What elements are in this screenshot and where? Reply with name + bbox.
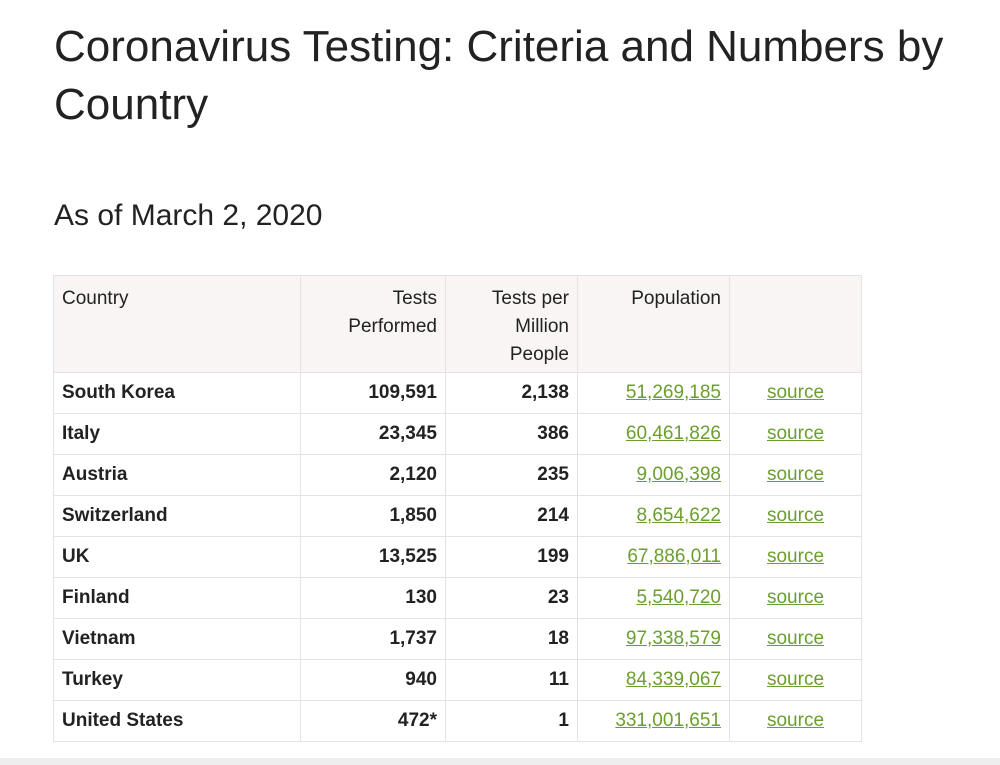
cell-source — [730, 414, 862, 455]
population-link[interactable]: 331,001,651 — [615, 710, 721, 731]
cell-tests: 109,591 — [301, 373, 446, 414]
cell-source — [730, 701, 862, 742]
population-link[interactable]: 51,269,185 — [625, 382, 721, 403]
cell-tests-per-million: 1 — [446, 701, 578, 742]
cell-tests-per-million: 2,138 — [446, 373, 578, 414]
cell-country: Austria — [54, 455, 301, 496]
testing-table — [53, 275, 862, 742]
cell-country: Vietnam — [54, 619, 301, 660]
cell-country: United States — [54, 701, 301, 742]
table-row — [54, 537, 862, 578]
cell-tests: 1,737 — [301, 619, 446, 660]
header-source — [730, 276, 862, 373]
table-row — [54, 660, 862, 701]
cell-country: Turkey — [54, 660, 301, 701]
source-link[interactable]: source — [766, 382, 825, 403]
population-link[interactable]: 60,461,826 — [625, 423, 721, 444]
table-row — [54, 455, 862, 496]
cell-population — [578, 578, 730, 619]
cell-population — [578, 619, 730, 660]
table-header-row — [54, 276, 862, 373]
header-tests-line2: Performed — [348, 316, 437, 337]
header-population-label: Population — [631, 288, 721, 309]
cell-tests-per-million: 386 — [446, 414, 578, 455]
header-tpm-line3: People — [509, 344, 569, 365]
cell-tests: 130 — [301, 578, 446, 619]
cell-source — [730, 578, 862, 619]
cell-source — [730, 537, 862, 578]
table-row — [54, 619, 862, 660]
cell-source — [730, 373, 862, 414]
cell-country: Switzerland — [54, 496, 301, 537]
cell-tests: 13,525 — [301, 537, 446, 578]
source-link[interactable]: source — [766, 628, 825, 649]
population-link[interactable]: 5,540,720 — [636, 587, 721, 608]
table-row — [54, 496, 862, 537]
date-subtitle: As of March 2, 2020 — [54, 199, 323, 232]
table-row — [54, 373, 862, 414]
header-country-label: Country — [62, 288, 129, 309]
cell-population — [578, 537, 730, 578]
page-title: Coronavirus Testing: Criteria and Numbers by Country — [54, 22, 944, 129]
population-link[interactable]: 9,006,398 — [636, 464, 721, 485]
source-link[interactable]: source — [766, 669, 825, 690]
population-link[interactable]: 67,886,011 — [627, 546, 721, 567]
cell-country: Finland — [54, 578, 301, 619]
header-tpm-line1: Tests per — [491, 288, 569, 309]
cell-population — [578, 414, 730, 455]
header-tests-performed — [301, 276, 446, 373]
header-tests-line1: Tests — [392, 288, 437, 309]
cell-tests: 940 — [301, 660, 446, 701]
header-population — [578, 276, 730, 373]
population-link[interactable]: 8,654,622 — [636, 505, 721, 526]
source-link[interactable]: source — [766, 587, 825, 608]
page-bottom-divider — [0, 758, 1000, 765]
cell-source — [730, 496, 862, 537]
cell-country: Italy — [54, 414, 301, 455]
cell-country: UK — [54, 537, 301, 578]
header-tpm-line2: Million — [515, 316, 569, 337]
cell-source — [730, 455, 862, 496]
cell-source — [730, 619, 862, 660]
cell-tests-per-million: 23 — [446, 578, 578, 619]
cell-population — [578, 373, 730, 414]
table-row — [54, 701, 862, 742]
source-link[interactable]: source — [766, 546, 825, 567]
cell-population — [578, 455, 730, 496]
cell-tests-per-million: 18 — [446, 619, 578, 660]
source-link[interactable]: source — [766, 710, 825, 731]
cell-source — [730, 660, 862, 701]
cell-tests-per-million: 235 — [446, 455, 578, 496]
source-link[interactable]: source — [766, 464, 825, 485]
cell-tests: 23,345 — [301, 414, 446, 455]
source-link[interactable]: source — [766, 423, 825, 444]
cell-tests: 2,120 — [301, 455, 446, 496]
cell-country: South Korea — [54, 373, 301, 414]
cell-tests-per-million: 11 — [446, 660, 578, 701]
population-link[interactable]: 84,339,067 — [625, 669, 721, 690]
cell-population — [578, 660, 730, 701]
cell-tests: 1,850 — [301, 496, 446, 537]
table-row — [54, 578, 862, 619]
population-link[interactable]: 97,338,579 — [625, 628, 721, 649]
source-link[interactable]: source — [766, 505, 825, 526]
table-row — [54, 414, 862, 455]
header-country — [54, 276, 301, 373]
header-tests-per-million — [446, 276, 578, 373]
cell-tests-per-million: 214 — [446, 496, 578, 537]
cell-population — [578, 701, 730, 742]
cell-tests-per-million: 199 — [446, 537, 578, 578]
cell-tests: 472* — [301, 701, 446, 742]
cell-population — [578, 496, 730, 537]
